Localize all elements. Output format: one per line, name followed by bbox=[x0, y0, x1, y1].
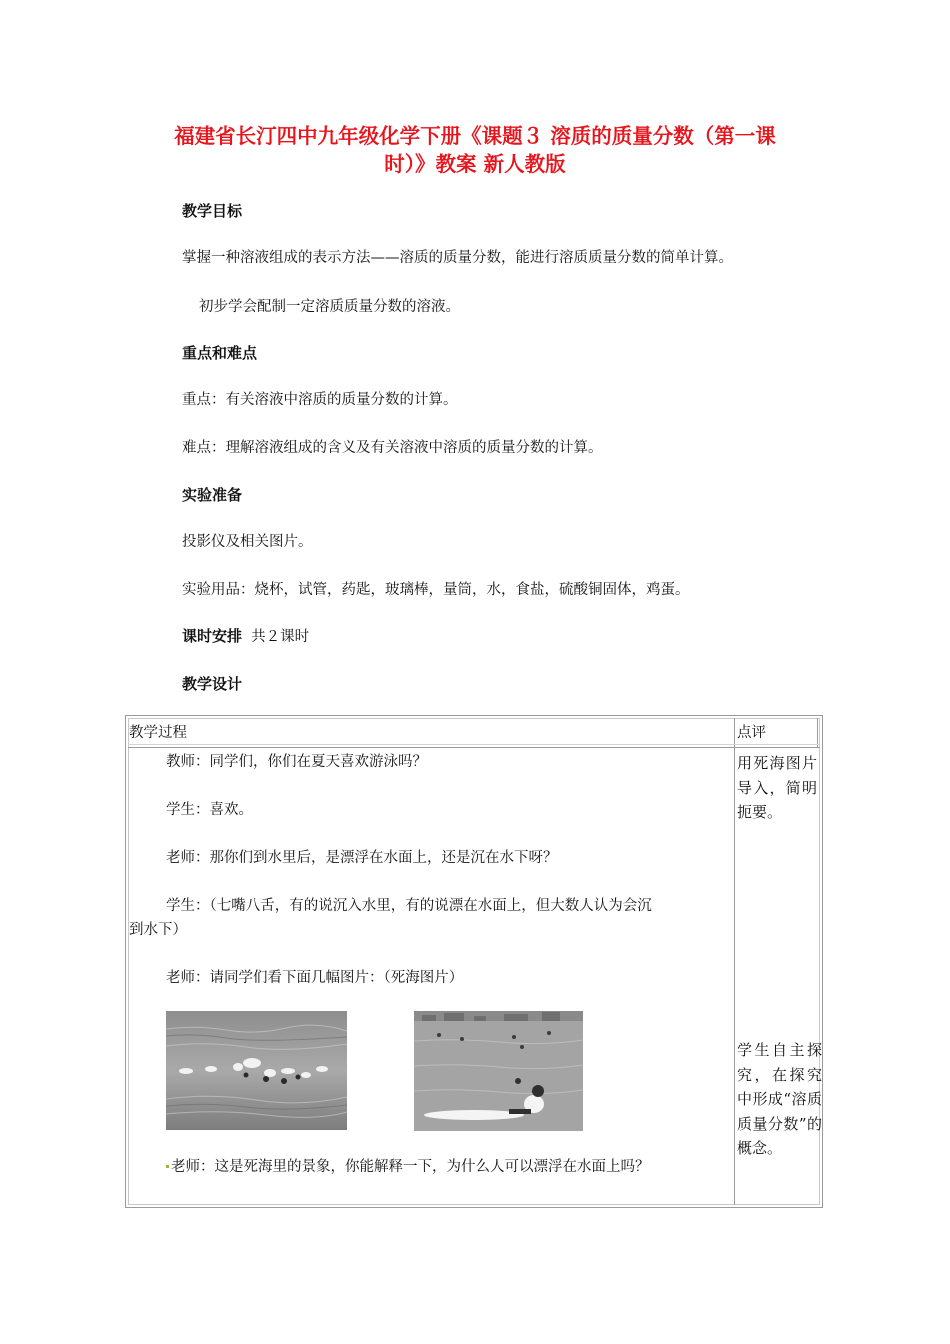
dialogue-line-4-wrap: 到水下） bbox=[129, 922, 187, 938]
schedule-heading: 课时安排 bbox=[182, 627, 243, 645]
header-row-divider-inner bbox=[128, 744, 820, 745]
header-comment: 点评 bbox=[737, 725, 766, 741]
header-row-divider bbox=[128, 747, 820, 748]
dialogue-line-2: 学生：喜欢。 bbox=[166, 802, 253, 818]
document-title bbox=[140, 122, 810, 178]
prep-2: 实验用品：烧杯，试管，药匙，玻璃棒，量筒，水，食盐，硫酸铜固体，鸡蛋。 bbox=[182, 582, 690, 598]
schedule-value: 共２课时 bbox=[251, 629, 310, 645]
dialogue-line-1: 教师：同学们，你们在夏天喜欢游泳吗？ bbox=[166, 754, 427, 770]
dialogue-line-5: 老师：请同学们看下面几幅图片：（死海图片） bbox=[166, 970, 464, 986]
goals-heading: 教学目标 bbox=[182, 202, 243, 220]
lesson-table bbox=[128, 718, 820, 1205]
dialogue-line-4: 学生：（七嘴八舌，有的说沉入水里，有的说漂在水面上，但大数人认为会沉 bbox=[166, 898, 652, 914]
title-line-2: 时）》教案 新人教版 bbox=[384, 152, 566, 176]
column-divider bbox=[734, 718, 735, 1205]
key-heading: 重点和难点 bbox=[182, 344, 258, 362]
dead-sea-floating-image bbox=[414, 1011, 583, 1131]
key-point: 重点：有关溶液中溶质的质量分数的计算。 bbox=[182, 392, 458, 408]
dead-sea-photo-floating bbox=[414, 1011, 583, 1131]
marker-dot bbox=[166, 1165, 169, 1168]
dead-sea-photo-group bbox=[166, 1011, 347, 1130]
header-process: 教学过程 bbox=[129, 725, 187, 741]
difficult-point: 难点：理解溶液组成的含义及有关溶液中溶质的质量分数的计算。 bbox=[182, 440, 603, 456]
dialogue-line-3: 老师：那你们到水里后，是漂浮在水面上，还是沉在水下呀？ bbox=[166, 850, 558, 866]
comment-1: 用死海图片导入，简明扼要。 bbox=[737, 754, 817, 821]
prep-1: 投影仪及相关图片。 bbox=[182, 534, 313, 550]
design-heading: 教学设计 bbox=[182, 675, 243, 693]
schedule-line bbox=[182, 625, 309, 646]
comment-2: 学生自主探究，在探究中形成“溶质质量分数”的概念。 bbox=[737, 1041, 822, 1157]
dead-sea-group-image bbox=[166, 1011, 347, 1130]
goal-2: 初步学会配制一定溶质质量分数的溶液。 bbox=[199, 299, 460, 315]
goal-1: 掌握一种溶液组成的表示方法——溶质的质量分数，能进行溶质质量分数的简单计算。 bbox=[182, 250, 733, 266]
dialogue-line-6: 老师：这是死海里的景象，你能解释一下，为什么人可以漂浮在水面上吗？ bbox=[171, 1159, 650, 1175]
prep-heading: 实验准备 bbox=[182, 486, 243, 504]
title-line-1: 福建省长汀四中九年级化学下册《课题３ 溶质的质量分数（第一课 bbox=[174, 124, 776, 148]
